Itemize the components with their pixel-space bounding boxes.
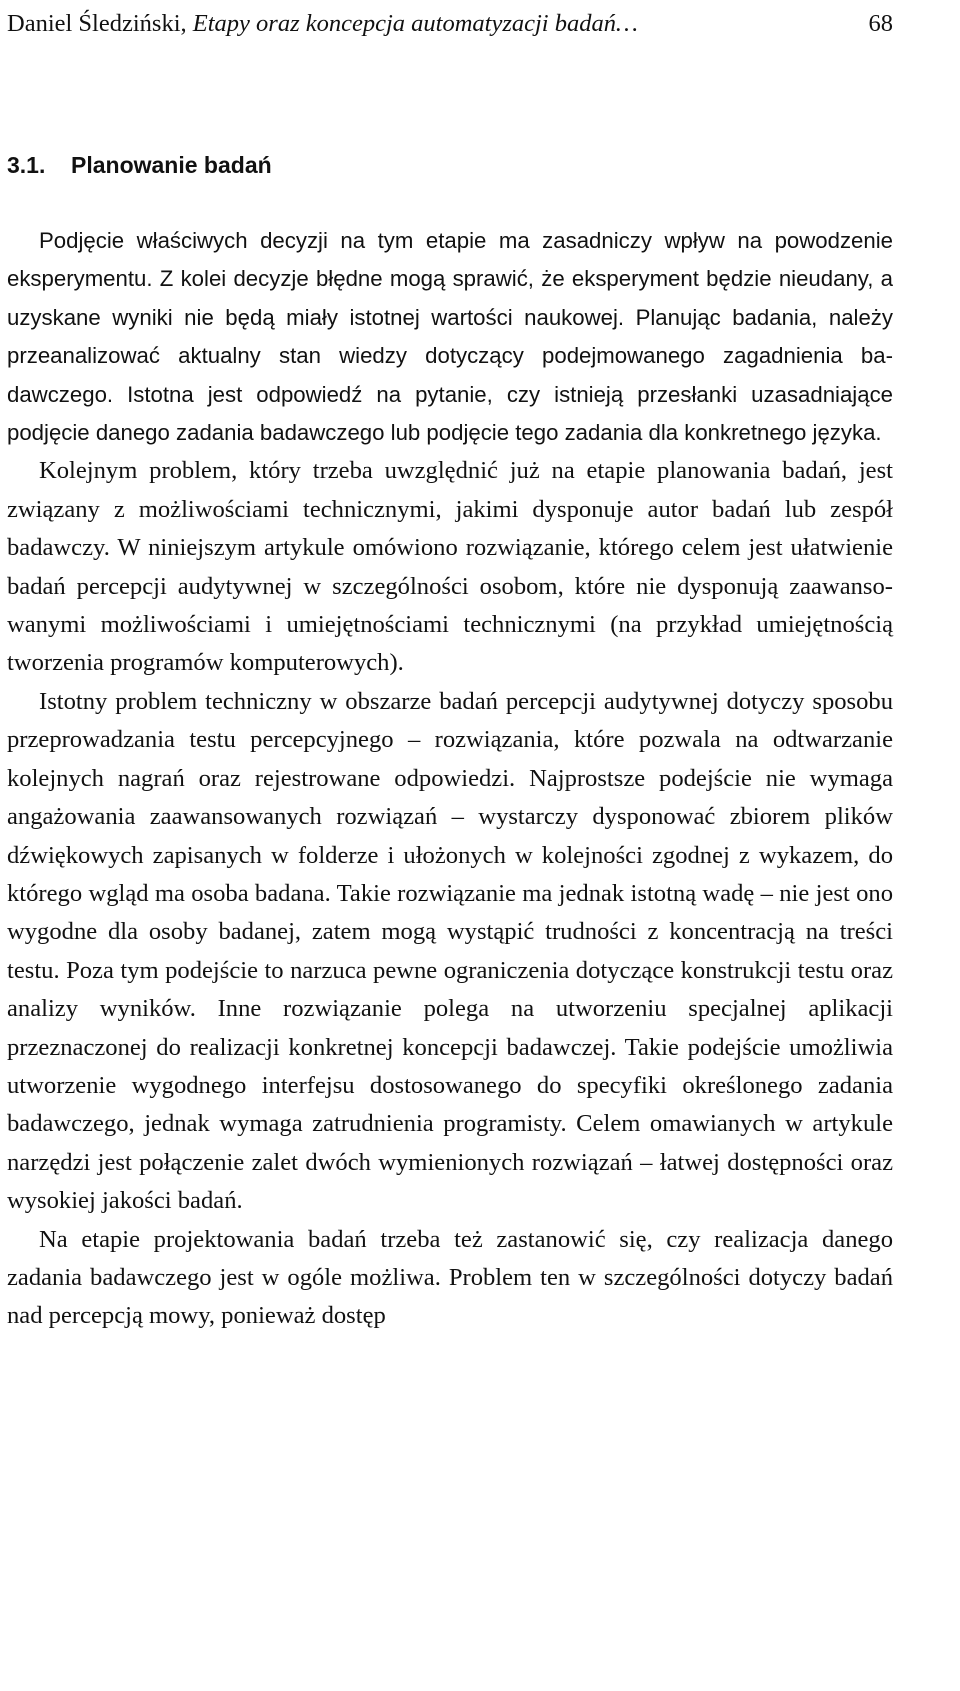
running-header — [7, 0, 893, 48]
header-title: Etapy oraz koncepcja automatyzacji badań… — [192, 10, 638, 37]
paragraph-text: Kolejnym problem, który trzeba uwzględnić już na etapie planowania badań, jest związany z możliwościami technicznymi, jakimi dysponuje autor badań lub zespół badawczy. W niniejszym artykule omówiono rozwiązanie, którego celem jest ułatwienie badań percepcji audytywnej w szczególności osobom, które nie dysponują zaawansowanymi możliwościami i umiejętnościami technicznymi (na przykład umiejętnością tworzenia programów komputerowych). — [7, 457, 893, 677]
paragraph-text: Istotny problem techniczny w obszarze badań percepcji audytywnej dotyczy sposobu przeprowadzania testu percepcyjnego – rozwiązania, które pozwala na odtwarzanie kolejnych nagrań oraz rejestrowane odpowiedzi. Najprostsze podejście nie wymaga angażowania zaawansowanych rozwiązań – wystarczy dysponować zbiorem plików dźwiękowych zapisanych w folderze i ułożonych w kolejności zgodnej z wykazem, do którego wgląd ma osoba badana. Takie rozwiązanie ma jednak istotną wadę – nie jest ono wygodne dla osoby badanej, zatem mogą wystąpić trudności z koncentracją na treści testu. Poza tym podejście to narzuca pewne ograniczenia dotyczące konstrukcji testu oraz analizy wyników. Inne rozwiązanie polega na utworzeniu specjalnej aplikacji przeznaczonej do realizacji konkretnej koncepcji badawczej. Takie podejście umożliwia utworzenie wygodnego interfejsu dostosowanego do specyfiki określonego zadania badawczego, jednak wymaga zatrudnienia programisty. Celem omawianych w artykule narzędzi jest połączenie zalet dwóch wymienionych rozwiązań – łatwej dostępności oraz wysokiej jakości badań. — [7, 687, 893, 1215]
page-number: 68 — [868, 10, 893, 37]
section-heading — [7, 145, 272, 185]
paragraph — [7, 1221, 893, 1336]
page — [7, 0, 893, 1330]
body-text — [7, 222, 893, 1336]
section-title: Planowanie badań — [71, 152, 272, 178]
paragraph — [7, 683, 893, 1221]
paragraph — [7, 222, 893, 452]
header-author: Daniel Śledziński, — [7, 10, 193, 37]
section-number: 3.1. — [7, 152, 46, 178]
paragraph-text-sans: Podjęcie właściwych decyzji na tym etapie ma zasadniczy wpływ na powodzenie eksperymentu. Z kolei decyzje błędne mogą sprawić, że eksperyment będzie nieudany, a uzyskane wyniki nie będą miały istotnej wartości naukowej. Planując badania, należy przeanalizować aktualny stan wiedzy dotyczący podejmowanego zagadnienia badawczego. Istotna jest odpowiedź na pytanie, czy istnieją przesłanki uzasadniające podjęcie danego zadania badawczego lub podjęcie tego zadania dla konkretnego języka. — [7, 228, 893, 446]
paragraph-text: Na etapie projektowania badań trzeba też zastanowić się, czy realizacja danego zadania badawczego jest w ogóle możliwa. Problem ten w szczególności dotyczy badań nad percepcją mowy, ponieważ dostęp — [7, 1225, 893, 1330]
paragraph — [7, 452, 893, 682]
